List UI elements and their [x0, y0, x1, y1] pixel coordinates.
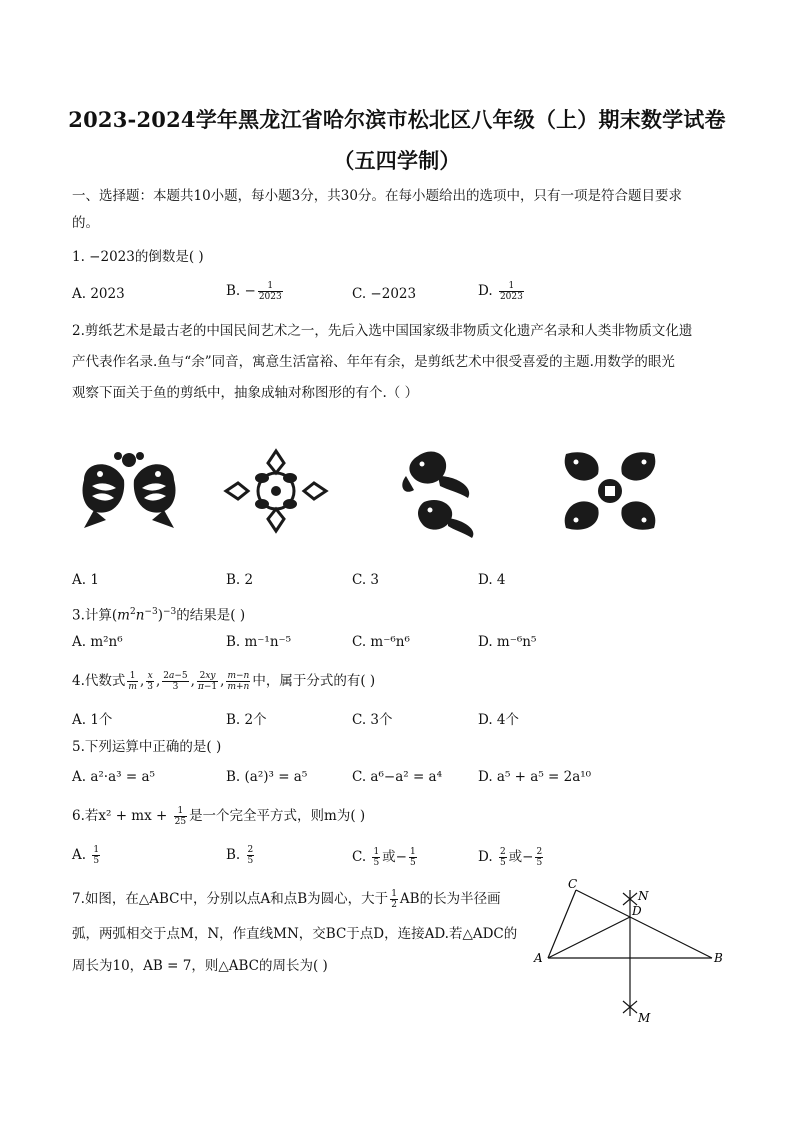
fraction-num: 1	[174, 806, 187, 817]
q2-option-c: C. 3	[352, 572, 380, 588]
q6-option-c	[352, 845, 419, 868]
fraction	[535, 847, 543, 868]
fraction-den: 5	[409, 858, 416, 868]
q1-option-a: A. 2023	[72, 286, 125, 302]
question-7-stem-2: 弧，两弧相交于点M，N，作直线MN，交BC于点D，连接AD.若△ADC的	[72, 926, 518, 942]
q1-option-d-prefix: D.	[478, 283, 497, 299]
fraction	[258, 281, 283, 302]
fraction-num: 1	[409, 847, 416, 857]
point-label-c: C	[568, 877, 578, 891]
q3-stem-suffix: 的结果是( )	[176, 607, 246, 624]
fraction-num: 2	[499, 847, 506, 857]
question-2-stem-3: 观察下面关于鱼的剪纸中，抽象成轴对称图形的有个.（ ）	[72, 385, 419, 401]
fraction	[92, 845, 100, 866]
fraction-num: 1	[258, 281, 283, 292]
fraction: $\frac{1}{m}$	[128, 671, 137, 692]
section-instructions-cont: 的。	[72, 215, 99, 231]
q4-option-d: D. 4个	[478, 712, 520, 728]
fraction	[499, 281, 524, 302]
question-2-stem: 2.剪纸艺术是最古老的中国民间艺术之一，先后入选中国国家级非物质文化遗产名录和人类非物质文化遗	[72, 323, 693, 339]
fraction	[499, 847, 507, 868]
fraction-den: 5	[373, 858, 380, 868]
q6-d-prefix: D.	[478, 849, 497, 865]
question-4-stem: 4.代数式 $\frac{1}{m}$ , $\frac{x}{3}$ , $\frac{2a-5}{3}$ , $\frac{2xy}{\pi-1}$ , $\frac{m-n}{m+n}$ 中，属于分式的有( )	[72, 671, 376, 692]
fraction-num: 2	[536, 847, 543, 857]
q6-option-b	[226, 845, 256, 866]
q5-option-d: D. a⁵ + a⁵ = 2a¹⁰	[478, 769, 592, 785]
q1-option-d	[478, 281, 526, 302]
fraction-den: 5	[536, 858, 543, 868]
fraction	[174, 806, 187, 827]
q2-option-d: D. 4	[478, 572, 506, 588]
point-label-m: M	[638, 1011, 651, 1025]
fraction-den: 5	[499, 858, 506, 868]
question-1-stem: 1. −2023的倒数是( )	[72, 249, 204, 265]
fraction-num: 2	[247, 845, 254, 855]
q6-option-a	[72, 845, 102, 866]
papercut-goldfish-image	[398, 446, 480, 538]
fraction-den: 2	[391, 900, 397, 910]
q7-line1-suffix: AB的长为半径画	[399, 891, 501, 907]
exam-title: 2023-2024学年黑龙江省哈尔滨市松北区八年级（上）期末数学试卷	[68, 107, 726, 132]
q4-stem-suffix: 中，属于分式的有( )	[252, 673, 376, 689]
q4-stem-prefix: 4.代数式	[72, 673, 126, 689]
point-label-a: A	[534, 951, 543, 965]
papercut-fish-pair-image	[74, 450, 184, 532]
q6-stem-prefix: 6.若x² + mx +	[72, 808, 172, 824]
q1-option-b-prefix: B. −	[226, 283, 256, 299]
fraction-den: 5	[93, 856, 100, 866]
fraction-num: 1	[499, 281, 524, 292]
fraction	[247, 845, 255, 866]
q6-b-prefix: B.	[226, 847, 245, 863]
q2-option-b: B. 2	[226, 572, 254, 588]
q5-option-a: A. a²·a³ = a⁵	[72, 769, 155, 785]
q6-c-prefix: C.	[352, 849, 371, 865]
q3-option-d: D. m⁻⁶n⁵	[478, 634, 537, 650]
fraction-num: 1	[391, 889, 397, 899]
q6-stem-suffix: 是一个完全平方式，则m为( )	[189, 808, 366, 824]
section-instructions: 一、选择题：本题共10小题，每小题3分，共30分。在每小题给出的选项中，只有一项是符合题目要求	[72, 188, 682, 204]
q7-line1-prefix: 7.如图，在△ABC中，分别以点A和点B为圆心，大于	[72, 891, 389, 907]
papercut-four-fish-image	[560, 448, 660, 534]
fraction-num: 1	[93, 845, 100, 855]
fraction-den: 2023	[499, 292, 523, 302]
fraction: $\frac{2a-5}{3}$	[163, 671, 188, 692]
point-label-n: N	[638, 889, 649, 903]
fraction	[372, 847, 380, 868]
q6-d-mid: 或−	[508, 849, 534, 865]
question-3-stem: 3.计算$(m^2n^{-3})^{-3}$的结果是( )	[72, 607, 246, 624]
question-2-stem-2: 产代表作名录.鱼与“余”同音，寓意生活富裕、年年有余，是剪纸艺术中很受喜爱的主题.用数学的眼光	[72, 354, 675, 370]
q5-option-c: C. a⁶−a² = a⁴	[352, 769, 443, 785]
question-5-stem: 5.下列运算中正确的是( )	[72, 739, 222, 755]
fraction	[390, 889, 398, 910]
question-6-stem	[72, 806, 732, 827]
q4-option-b: B. 2个	[226, 712, 267, 728]
q4-option-a: A. 1个	[72, 712, 113, 728]
q6-a-prefix: A.	[72, 847, 91, 863]
papercut-fish-symmetric-image	[222, 448, 330, 534]
q1-option-b	[226, 281, 285, 302]
fraction-num: 1	[373, 847, 380, 857]
fraction: $\frac{m-n}{m+n}$	[227, 671, 250, 692]
q5-option-b: B. (a²)³ = a⁵	[226, 769, 308, 785]
q3-option-a: A. m²n⁶	[72, 634, 123, 650]
question-7-stem-3: 周长为10，AB = 7，则△ABC的周长为( )	[72, 958, 328, 974]
q3-stem-prefix: 3.计算	[72, 607, 112, 624]
q4-option-c: C. 3个	[352, 712, 393, 728]
q3-option-c: C. m⁻⁶n⁶	[352, 634, 410, 650]
exam-subtitle: （五四学制）	[333, 148, 461, 173]
fraction-den: 25	[174, 817, 187, 827]
fraction-den: 2023	[258, 292, 282, 302]
fraction: $\frac{x}{3}$	[147, 671, 153, 692]
point-label-b: B	[714, 951, 723, 965]
q6-option-d	[478, 845, 545, 868]
q3-option-b: B. m⁻¹n⁻⁵	[226, 634, 292, 650]
q6-c-mid: 或−	[382, 849, 407, 865]
question-7-stem	[72, 889, 522, 910]
fraction-den: 5	[247, 856, 254, 866]
point-label-d: D	[632, 904, 642, 918]
triangle-geometry-figure	[528, 876, 728, 1026]
q1-option-c: C. −2023	[352, 286, 417, 302]
fraction	[409, 847, 417, 868]
fraction: $\frac{2xy}{\pi-1}$	[197, 671, 218, 692]
q2-option-a: A. 1	[72, 572, 99, 588]
